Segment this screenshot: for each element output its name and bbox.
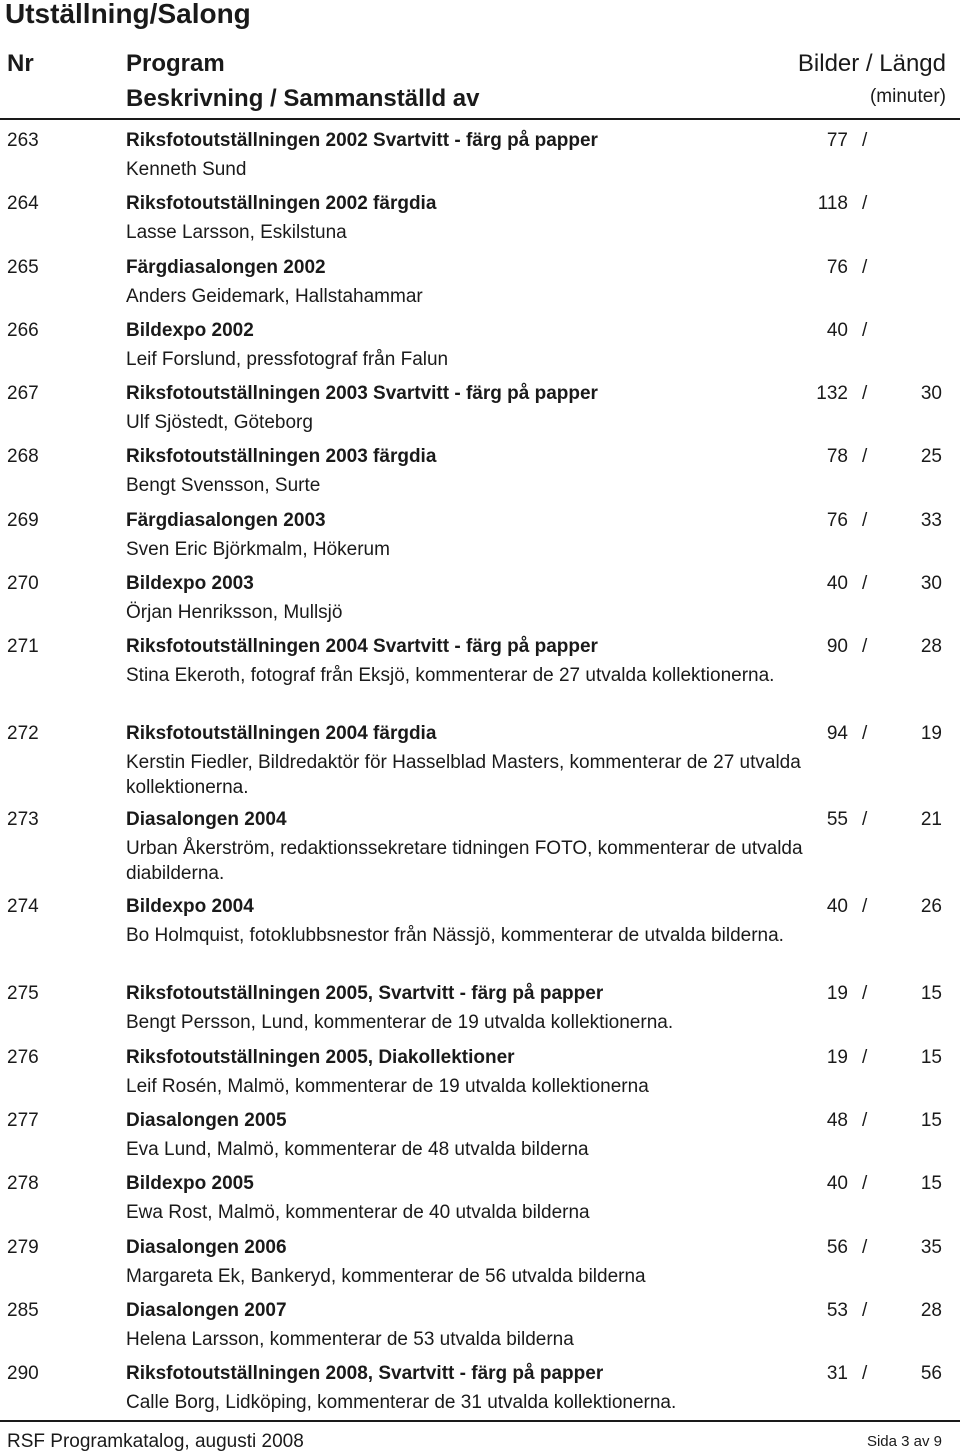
column-header-beskrivning: Beskrivning / Sammanställd av — [126, 85, 480, 112]
item-number: 268 — [7, 446, 39, 467]
langd-minutes: 15 — [920, 1110, 942, 1131]
program-description: Kenneth Sund — [126, 159, 247, 180]
program-description: Kerstin Fiedler, Bildredaktör för Hasselblad Masters, kommenterar de 27 utvalda kollektionerna. — [126, 752, 801, 798]
program-description: Calle Borg, Lidköping, kommenterar de 31 utvalda kollektionerna. — [126, 1392, 677, 1413]
langd-minutes: 28 — [920, 1300, 942, 1321]
bilder-count: 40 — [826, 320, 848, 341]
item-number: 269 — [7, 510, 39, 531]
program-title: Bildexpo 2005 — [126, 1173, 254, 1194]
bilder-count: 40 — [826, 896, 848, 917]
item-number: 264 — [7, 193, 39, 214]
page-title: Utställning/Salong — [5, 0, 251, 29]
item-number: 285 — [7, 1300, 39, 1321]
bilder-count: 76 — [826, 257, 848, 278]
bilder-count: 31 — [826, 1363, 848, 1384]
bilder-count: 48 — [826, 1110, 848, 1131]
bilder-count: 76 — [826, 510, 848, 531]
program-title: Diasalongen 2007 — [126, 1300, 287, 1321]
program-description: Anders Geidemark, Hallstahammar — [126, 286, 423, 307]
langd-minutes: 26 — [920, 896, 942, 917]
item-number: 263 — [7, 130, 39, 151]
langd-minutes: 35 — [920, 1237, 942, 1258]
bilder-count: 90 — [826, 636, 848, 657]
item-number: 272 — [7, 723, 39, 744]
program-title: Bildexpo 2002 — [126, 320, 254, 341]
program-title: Diasalongen 2006 — [126, 1237, 287, 1258]
langd-minutes: 25 — [920, 446, 942, 467]
bilder-count: 55 — [826, 809, 848, 830]
item-number: 273 — [7, 809, 39, 830]
program-title: Riksfotoutställningen 2004 Svartvitt - färg på papper — [126, 636, 598, 657]
program-title: Riksfotoutställningen 2002 Svartvitt - färg på papper — [126, 130, 598, 151]
program-description: Leif Rosén, Malmö, kommenterar de 19 utvalda kollektionerna — [126, 1076, 649, 1097]
separator-slash: / — [862, 896, 868, 917]
item-number: 266 — [7, 320, 39, 341]
program-title: Riksfotoutställningen 2002 färgdia — [126, 193, 437, 214]
item-number: 279 — [7, 1237, 39, 1258]
footer-title: RSF Programkatalog, augusti 2008 — [7, 1431, 304, 1452]
bilder-count: 53 — [826, 1300, 848, 1321]
langd-minutes: 21 — [920, 809, 942, 830]
separator-slash: / — [862, 1363, 868, 1384]
langd-minutes: 15 — [920, 983, 942, 1004]
bilder-count: 40 — [826, 1173, 848, 1194]
langd-minutes: 30 — [920, 383, 942, 404]
program-description: Ulf Sjöstedt, Göteborg — [126, 412, 313, 433]
langd-minutes: 30 — [920, 573, 942, 594]
separator-slash: / — [862, 573, 868, 594]
separator-slash: / — [862, 193, 868, 214]
program-description: Sven Eric Björkmalm, Hökerum — [126, 539, 390, 560]
separator-slash: / — [862, 1300, 868, 1321]
separator-slash: / — [862, 636, 868, 657]
program-description: Margareta Ek, Bankeryd, kommenterar de 56 utvalda bilderna — [126, 1266, 646, 1287]
separator-slash: / — [862, 257, 868, 278]
separator-slash: / — [862, 1110, 868, 1131]
separator-slash: / — [862, 320, 868, 341]
program-title: Riksfotoutställningen 2005, Svartvitt - färg på papper — [126, 983, 604, 1004]
bilder-count: 78 — [826, 446, 848, 467]
separator-slash: / — [862, 446, 868, 467]
program-description: Stina Ekeroth, fotograf från Eksjö, kommenterar de 27 utvalda kollektionerna. — [126, 665, 775, 686]
program-description: Örjan Henriksson, Mullsjö — [126, 602, 343, 623]
separator-slash: / — [862, 983, 868, 1004]
column-header-program: Program — [126, 50, 225, 77]
program-description: Bengt Persson, Lund, kommenterar de 19 utvalda kollektionerna. — [126, 1012, 674, 1033]
column-header-unit: (minuter) — [869, 86, 946, 107]
program-title: Riksfotoutställningen 2005, Diakollektioner — [126, 1047, 515, 1068]
bilder-count: 19 — [826, 983, 848, 1004]
separator-slash: / — [862, 130, 868, 151]
langd-minutes: 19 — [920, 723, 942, 744]
langd-minutes: 15 — [920, 1173, 942, 1194]
program-title: Bildexpo 2003 — [126, 573, 254, 594]
program-title: Riksfotoutställningen 2003 färgdia — [126, 446, 437, 467]
langd-minutes: 56 — [920, 1363, 942, 1384]
program-title: Färgdiasalongen 2003 — [126, 510, 326, 531]
program-description: Urban Åkerström, redaktionssekretare tidningen FOTO, kommenterar de utvalda diabilderna. — [126, 838, 803, 884]
program-description: Lasse Larsson, Eskilstuna — [126, 222, 347, 243]
item-number: 270 — [7, 573, 39, 594]
column-header-bilder-langd: Bilder / Längd — [797, 50, 946, 77]
program-title: Diasalongen 2005 — [126, 1110, 287, 1131]
item-number: 276 — [7, 1047, 39, 1068]
program-title: Riksfotoutställningen 2004 färgdia — [126, 723, 437, 744]
program-title: Färgdiasalongen 2002 — [126, 257, 326, 278]
program-title: Diasalongen 2004 — [126, 809, 287, 830]
program-description: Ewa Rost, Malmö, kommenterar de 40 utvalda bilderna — [126, 1202, 590, 1223]
program-title: Riksfotoutställningen 2008, Svartvitt - färg på papper — [126, 1363, 604, 1384]
program-description: Eva Lund, Malmö, kommenterar de 48 utvalda bilderna — [126, 1139, 589, 1160]
item-number: 267 — [7, 383, 39, 404]
item-number: 275 — [7, 983, 39, 1004]
bilder-count: 19 — [826, 1047, 848, 1068]
item-number: 265 — [7, 257, 39, 278]
footer-rule — [0, 1420, 960, 1422]
bilder-count: 40 — [826, 573, 848, 594]
item-number: 274 — [7, 896, 39, 917]
program-description: Bengt Svensson, Surte — [126, 475, 321, 496]
bilder-count: 77 — [826, 130, 848, 151]
langd-minutes: 33 — [920, 510, 942, 531]
bilder-count: 118 — [817, 193, 848, 214]
separator-slash: / — [862, 723, 868, 744]
program-description: Helena Larsson, kommenterar de 53 utvalda bilderna — [126, 1329, 574, 1350]
bilder-count: 56 — [826, 1237, 848, 1258]
program-title: Bildexpo 2004 — [126, 896, 254, 917]
bilder-count: 94 — [826, 723, 848, 744]
page-number: Sida 3 av 9 — [866, 1433, 942, 1450]
langd-minutes: 15 — [920, 1047, 942, 1068]
langd-minutes: 28 — [920, 636, 942, 657]
separator-slash: / — [862, 1173, 868, 1194]
program-description: Leif Forslund, pressfotograf från Falun — [126, 349, 449, 370]
column-header-nr: Nr — [7, 50, 34, 77]
program-description: Bo Holmquist, fotoklubbsnestor från Nässjö, kommenterar de utvalda bilderna. — [126, 925, 784, 946]
bilder-count: 132 — [816, 383, 848, 404]
program-title: Riksfotoutställningen 2003 Svartvitt - färg på papper — [126, 383, 598, 404]
item-number: 278 — [7, 1173, 39, 1194]
item-number: 271 — [7, 636, 39, 657]
item-number: 277 — [7, 1110, 39, 1131]
separator-slash: / — [862, 383, 868, 404]
separator-slash: / — [862, 510, 868, 531]
separator-slash: / — [862, 1047, 868, 1068]
separator-slash: / — [862, 1237, 868, 1258]
item-number: 290 — [7, 1363, 39, 1384]
separator-slash: / — [862, 809, 868, 830]
